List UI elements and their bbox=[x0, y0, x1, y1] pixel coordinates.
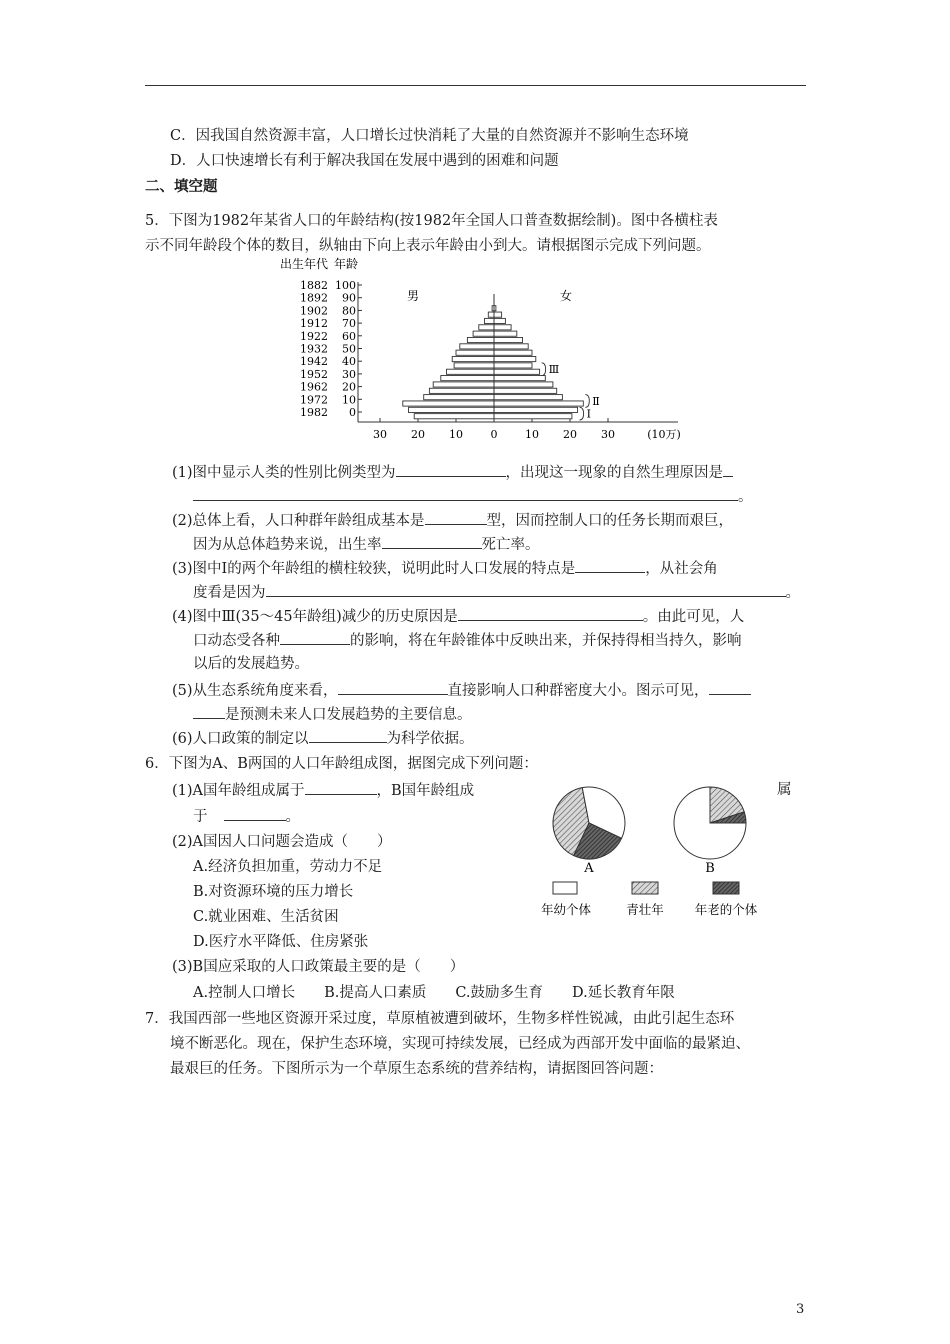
birth-year-label: 1922 bbox=[300, 329, 328, 343]
q5-5-blank-1[interactable] bbox=[338, 679, 448, 695]
q5-2-blank-1[interactable] bbox=[425, 509, 487, 525]
q5-2-cont bbox=[193, 533, 540, 556]
q5-6-blank[interactable] bbox=[309, 727, 387, 743]
col-birth-year-header: 出生年代 bbox=[280, 257, 329, 271]
q5-5-text-a: (5)从生态系统角度来看， bbox=[172, 683, 338, 699]
male-bar bbox=[485, 318, 495, 323]
q5-3-text-a: (3)图中Ⅰ的两个年龄组的横柱较狭，说明此时人口发展的特点是 bbox=[172, 561, 576, 577]
age-tick-label: 10 bbox=[342, 393, 356, 407]
q5-4-blank-2[interactable] bbox=[280, 629, 350, 645]
q5-4-cont2: 以后的发展趋势。 bbox=[193, 656, 309, 672]
female-bar bbox=[494, 382, 553, 387]
female-bar bbox=[494, 318, 505, 323]
x-tick-label: 30 bbox=[601, 428, 615, 441]
marker-I: Ⅰ bbox=[586, 407, 591, 421]
q6-1-text-b: ，B国年龄组成 bbox=[376, 783, 475, 799]
male-bar bbox=[454, 363, 494, 368]
birth-year-label: 1882 bbox=[300, 279, 328, 292]
age-tick-label: 60 bbox=[342, 329, 356, 343]
male-label: 男 bbox=[406, 289, 420, 303]
legend-adult: 青壮年 bbox=[626, 902, 664, 917]
q6-1-blank-1[interactable] bbox=[305, 779, 377, 795]
birth-year-label: 1952 bbox=[300, 367, 328, 381]
male-bar bbox=[441, 376, 494, 381]
birth-year-label: 1942 bbox=[300, 355, 328, 369]
female-label: 女 bbox=[559, 289, 573, 303]
x-tick-label: 10 bbox=[449, 428, 463, 441]
female-bar bbox=[494, 395, 562, 400]
q5-1-cont bbox=[193, 485, 753, 508]
q5-6-text-b: 为科学依据。 bbox=[386, 731, 474, 747]
section-title: 二、填空题 bbox=[145, 178, 218, 195]
q5-1-text-b: ，出现这一现象的自然生理原因是 bbox=[505, 465, 724, 481]
q6-3: (3)B国应采取的人口政策最主要的是（ ） bbox=[172, 959, 465, 975]
x-tick-label: 20 bbox=[411, 428, 425, 441]
q5-2-text-b: 型，因而控制人口的任务长期而艰巨， bbox=[486, 513, 734, 529]
female-bar bbox=[494, 401, 583, 406]
q6-2-option-a: A.经济负担加重，劳动力不足 bbox=[193, 859, 383, 875]
q5-2-text-d: 死亡率。 bbox=[481, 537, 540, 553]
legend-swatch-old bbox=[713, 882, 739, 894]
q6-2-option-b: B.对资源环境的压力增长 bbox=[193, 884, 354, 900]
q5-4 bbox=[172, 605, 744, 628]
pie-b-label: B bbox=[705, 861, 715, 876]
q5-2 bbox=[172, 509, 733, 532]
birth-year-label: 1932 bbox=[300, 342, 328, 356]
age-tick-label: 20 bbox=[342, 380, 356, 394]
male-bar bbox=[424, 395, 494, 400]
q5-1 bbox=[172, 461, 733, 484]
birth-year-label: 1912 bbox=[300, 317, 328, 331]
female-bar bbox=[494, 376, 545, 381]
header-rule bbox=[145, 85, 806, 86]
q5-2-text-a: (2)总体上看，人口种群年龄组成基本是 bbox=[172, 513, 425, 529]
q5-5-text-b: 直接影响人口种群密度大小。图示可见， bbox=[447, 683, 709, 699]
age-tick-label: 100 bbox=[335, 279, 356, 292]
age-tick-label: 80 bbox=[342, 304, 356, 318]
pie-a bbox=[553, 787, 625, 859]
age-tick-label: 30 bbox=[342, 367, 356, 381]
q6-stem: 6．下图为A、B两国的人口年龄组成图，据图完成下列问题： bbox=[145, 756, 538, 772]
q6-1-end: 。 bbox=[285, 809, 300, 825]
pie-b bbox=[674, 787, 746, 859]
q5-1-blank-1[interactable] bbox=[396, 461, 506, 477]
q6-1-text-d: 于 bbox=[193, 809, 208, 825]
age-tick-label: 50 bbox=[342, 342, 356, 356]
q5-stem-2: 示不同年龄段个体的数目，纵轴由下向上表示年龄由小到大。请根据图示完成下列问题。 bbox=[145, 238, 711, 254]
q5-2-text-c: 因为从总体趋势来说，出生率 bbox=[193, 537, 382, 553]
birth-year-label: 1962 bbox=[300, 380, 328, 394]
marker-III: Ⅲ bbox=[548, 363, 560, 377]
female-bar bbox=[494, 363, 532, 368]
q5-6-text-a: (6)人口政策的制定以 bbox=[172, 731, 309, 747]
q5-5-cont bbox=[193, 703, 472, 726]
age-tick-label: 0 bbox=[349, 406, 356, 419]
legend-swatch-adult bbox=[632, 882, 658, 894]
x-tick-label: 10 bbox=[525, 428, 539, 441]
q5-3-blank-2[interactable] bbox=[266, 581, 786, 597]
q6-1-blank-2[interactable] bbox=[224, 805, 286, 821]
q5-5-text-c: 是预测未来人口发展趋势的主要信息。 bbox=[225, 707, 472, 723]
female-bar bbox=[494, 312, 502, 317]
male-bar bbox=[488, 312, 494, 317]
q5-3-end: 。 bbox=[785, 585, 800, 601]
q7-stem-3: 最艰巨的任务。下图所示为一个草原生态系统的营养结构，请据图回答问题： bbox=[170, 1061, 663, 1077]
q5-4-text-b: 。由此可见，人 bbox=[642, 609, 745, 625]
q5-stem-1: 5．下图为1982年某省人口的年龄结构(按1982年全国人口普查数据绘制)。图中各横柱表 bbox=[145, 213, 718, 229]
male-bar bbox=[433, 382, 494, 387]
q6-1-text-a: (1)A国年龄组成属于 bbox=[172, 783, 305, 799]
q5-3-text-c: 度看是因为 bbox=[193, 585, 266, 601]
q7-stem-1: 7．我国西部一些地区资源开采过度，草原植被遭到破坏，生物多样性锐减，由此引起生态环 bbox=[145, 1011, 735, 1027]
q5-3-cont bbox=[193, 581, 800, 604]
q5-5-blank-2b[interactable] bbox=[193, 703, 225, 719]
female-bar bbox=[494, 369, 540, 374]
q5-4-cont bbox=[193, 629, 742, 652]
female-bar bbox=[494, 325, 511, 330]
marker-III-bracket bbox=[542, 363, 546, 376]
male-bar bbox=[460, 344, 494, 349]
q5-5 bbox=[172, 679, 751, 702]
x-tick-label: 0 bbox=[490, 428, 498, 441]
marker-II: Ⅱ bbox=[592, 394, 600, 408]
q6-1-shu: 属 bbox=[777, 782, 792, 798]
q5-3-text-b: ，从社会角 bbox=[645, 561, 718, 577]
age-composition-pies bbox=[540, 778, 780, 923]
q5-4-text-a: (4)图中Ⅲ(35～45年龄组)减少的历史原因是 bbox=[172, 609, 458, 625]
female-bar bbox=[494, 357, 536, 362]
population-pyramid-chart bbox=[278, 254, 688, 446]
option-c: C．因我国自然资源丰富，人口增长过快消耗了大量的自然资源并不影响生态环境 bbox=[170, 128, 689, 144]
male-bar bbox=[467, 337, 494, 342]
female-bar bbox=[494, 337, 523, 342]
age-tick-label: 70 bbox=[342, 317, 356, 331]
legend-old: 年老的个体 bbox=[694, 902, 758, 917]
q6-2-option-c: C.就业困难、生活贫困 bbox=[193, 909, 339, 925]
female-bar bbox=[494, 388, 557, 393]
female-bar bbox=[494, 414, 572, 419]
col-age-header: 年龄 bbox=[334, 257, 359, 271]
female-bar bbox=[494, 344, 528, 349]
male-bar bbox=[414, 414, 494, 419]
birth-year-label: 1972 bbox=[300, 393, 328, 407]
x-tick-label: 20 bbox=[563, 428, 577, 441]
q5-1-text-a: (1)图中显示人类的性别比例类型为 bbox=[172, 465, 396, 481]
q5-5-blank-2a[interactable] bbox=[709, 679, 751, 695]
q5-3-blank-1[interactable] bbox=[575, 557, 645, 573]
q5-1-blank-2b[interactable] bbox=[193, 485, 738, 501]
q5-1-blank-2a[interactable] bbox=[723, 461, 733, 477]
age-tick-label: 40 bbox=[342, 355, 356, 369]
q5-3 bbox=[172, 557, 718, 580]
q7-stem-2: 境不断恶化。现在，保护生态环境，实现可持续发展，已经成为西部开发中面临的最紧迫、 bbox=[170, 1036, 750, 1052]
q6-2-option-d: D.医疗水平降低、住房紧张 bbox=[193, 934, 369, 950]
female-bar bbox=[494, 331, 517, 336]
male-bar bbox=[473, 331, 494, 336]
male-bar bbox=[409, 407, 495, 412]
legend-young: 年幼个体 bbox=[540, 902, 592, 917]
male-bar bbox=[456, 350, 494, 355]
q5-6 bbox=[172, 727, 474, 750]
female-bar bbox=[494, 407, 578, 412]
birth-year-label: 1892 bbox=[300, 291, 328, 305]
marker-II-bracket bbox=[585, 395, 589, 408]
male-bar bbox=[452, 357, 494, 362]
q6-1-cont bbox=[193, 805, 300, 828]
pie-a-label: A bbox=[584, 861, 594, 876]
q5-2-blank-2[interactable] bbox=[382, 533, 482, 549]
male-bar bbox=[447, 369, 495, 374]
q5-4-text-c: 口动态受各种 bbox=[193, 633, 280, 649]
male-bar bbox=[479, 325, 494, 330]
female-bar bbox=[494, 350, 532, 355]
q6-1 bbox=[172, 779, 474, 802]
legend-swatch-young bbox=[553, 882, 577, 894]
page-number: 3 bbox=[796, 1302, 805, 1317]
birth-year-label: 1982 bbox=[300, 406, 328, 419]
option-d: D．人口快速增长有利于解决我国在发展中遇到的困难和问题 bbox=[170, 153, 559, 169]
x-tick-label: 30 bbox=[373, 428, 387, 441]
q6-3-options: A.控制人口增长 B.提高人口素质 C.鼓励多生育 D.延长教育年限 bbox=[193, 985, 675, 1001]
q6-2: (2)A国因人口问题会造成（ ） bbox=[172, 834, 392, 850]
age-tick-label: 90 bbox=[342, 291, 356, 305]
male-bar bbox=[403, 401, 494, 406]
q5-1-end: 。 bbox=[738, 489, 753, 505]
q5-4-text-d: 的影响，将在年龄锥体中反映出来，并保持得相当持久，影响 bbox=[350, 633, 742, 649]
marker-I-bracket bbox=[580, 407, 584, 420]
birth-year-label: 1902 bbox=[300, 304, 328, 318]
unit-label: (10万) bbox=[647, 428, 681, 441]
q5-4-blank-1[interactable] bbox=[458, 605, 643, 621]
male-bar bbox=[429, 388, 494, 393]
